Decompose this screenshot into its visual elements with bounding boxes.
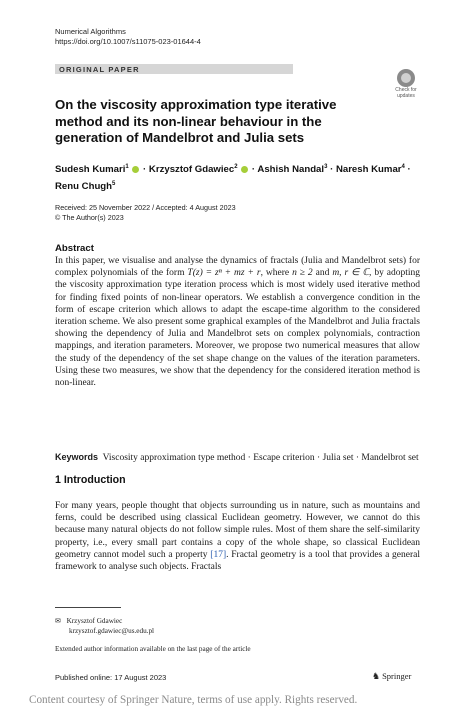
correspondence <box>55 617 154 637</box>
formula: n ≥ 2 <box>292 268 313 279</box>
author-list: Sudesh Kumari$^1$ · Krzysztof Gdawiec$^2$ · Ashish Nandal$^3$ · Naresh Kumar$^4$ · Renu Chugh$^5$ <box>55 164 411 193</box>
formula: m, r ∈ ℂ <box>332 268 369 279</box>
published-date: Published online: 17 August 2023 <box>55 673 167 682</box>
author-name[interactable]: Ashish Nandal <box>257 164 325 176</box>
formula: T(z) = zⁿ + mz + r <box>187 268 261 279</box>
article-type-label: ORIGINAL PAPER <box>59 64 140 74</box>
springer-horse-icon: ♞ <box>372 671 381 681</box>
section-heading-introduction: 1 Introduction <box>55 474 126 486</box>
author-affiliation: 4 <box>401 164 405 170</box>
author-name[interactable]: Renu Chugh <box>55 181 113 193</box>
keywords-label: Keywords <box>55 452 99 462</box>
author-name[interactable]: Naresh Kumar <box>335 164 402 176</box>
citation-link[interactable]: [17] <box>210 549 227 560</box>
introduction-body: For many years, people thought that objects surrounding us in nature, such as mountains and ferns, could be described using classical Euclidean geometry. However, we cannot do this because many natural objects do not follow simple rules. Most of them share the self-similarity property, i.e., every small part contains a copy of the whole shape, so classical Euclidean geometry cannot model such a property [17]. Fractal geometry is a tool that provides a general framework to analyse such objects. Fractals <box>55 501 421 573</box>
orcid-icon[interactable] <box>132 166 139 173</box>
journal-doi[interactable]: https://doi.org/10.1007/s11075-023-01644-4 <box>55 37 201 46</box>
publisher-logo <box>372 671 411 682</box>
check-for-updates-badge[interactable] <box>391 69 421 101</box>
article-dates <box>55 203 236 222</box>
courtesy-watermark: Content courtesy of Springer Nature, terms of use apply. Rights reserved. <box>29 694 358 706</box>
corresponding-author: Krzysztof Gdawiec <box>66 617 123 625</box>
author-name[interactable]: Sudesh Kumari <box>55 164 126 176</box>
author-affiliation: 1 <box>125 164 129 170</box>
extended-author-info: Extended author information available on the last page of the article <box>55 645 251 653</box>
received-accepted: Received: 25 November 2022 / Accepted: 4 August 2023 <box>55 203 236 212</box>
abstract-heading: Abstract <box>55 243 94 254</box>
footnote-divider <box>55 607 121 608</box>
author-affiliation: 5 <box>112 181 116 188</box>
paper-title: On the viscosity approximation type iterative method and its non-linear behaviour in the generation of Mandelbrot and Julia sets <box>55 97 337 145</box>
orcid-icon[interactable] <box>241 166 248 173</box>
keywords-text: Viscosity approximation type method · Escape criterion · Julia set · Mandelbrot set <box>102 453 419 463</box>
abstract-body: In this paper, we visualise and analyse the dynamics of fractals (Julia and Mandelbrot sets) for complex polynomials of the form T(z) = zⁿ + mz + r, where n ≥ 2 and m, r ∈ ℂ, by adopting the viscosity approximation type iteration process which is most widely used iterative method for finding fixed points of non-linear operators. We establish a convergence condition in the form of escape criterion which allows to adapt the escape-time algorithm to the considered iteration scheme. We also present some graphical examples of the Mandelbrot and Julia fractals showing the dependency of Julia and Mandelbrot sets on complex polynomials, contraction mappings, and iteration parameters. Moreover, we propose two numerical measures that allow the study of the dependency of the set shape change on the values of the iteration parameters. Using these two measures, we show that the dependency for the considered iteration method is non-linear. <box>55 256 421 389</box>
publisher-name: Springer <box>382 671 412 681</box>
check-updates-text: Check for updates <box>395 87 417 99</box>
copyright: © The Author(s) 2023 <box>55 212 124 222</box>
journal-name: Numerical Algorithms <box>55 27 126 36</box>
author-name[interactable]: Krzysztof Gdawiec <box>148 164 235 176</box>
corresponding-email[interactable]: krzysztof.gdawiec@us.edu.pl <box>69 626 155 635</box>
author-affiliation: 2 <box>234 164 238 170</box>
check-updates-icon <box>397 69 415 87</box>
keywords <box>55 451 420 464</box>
author-affiliation: 3 <box>324 164 328 170</box>
journal-header <box>55 27 201 47</box>
envelope-icon: ✉ <box>55 617 61 625</box>
